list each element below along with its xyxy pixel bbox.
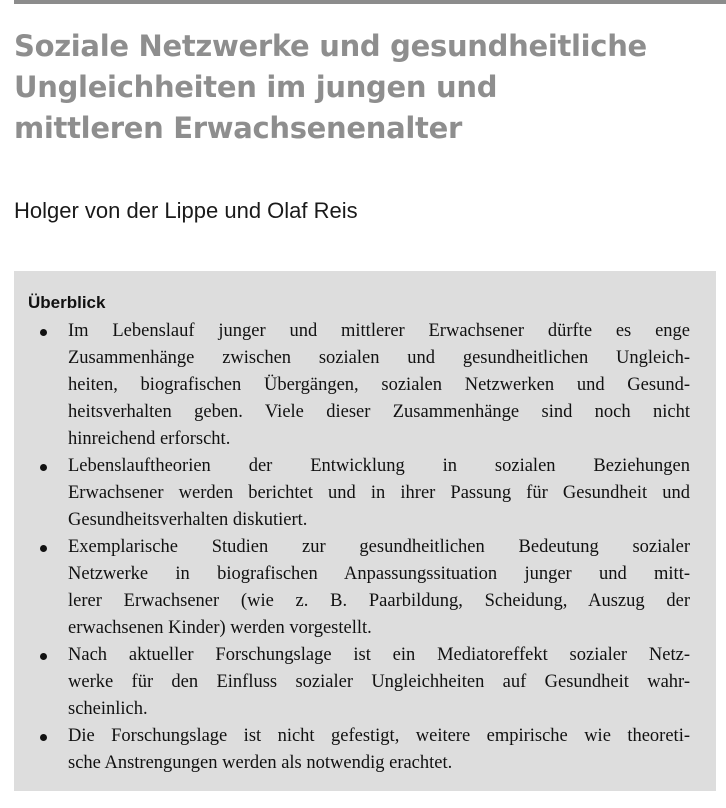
bullet-text-line: heiten, biografischen Übergängen, sozialen Netzwerken und Gesund- [68, 375, 690, 395]
chapter-authors: Holger von der Lippe und Olaf Reis [14, 198, 358, 223]
bullet-text-line: Im Lebenslauf junger und mittlerer Erwachsener dürfte es enge [68, 321, 690, 341]
overview-bullet-item [28, 642, 690, 723]
bullet-icon [40, 329, 47, 336]
overview-bullet-list [28, 318, 690, 777]
chapter-title-line: Ungleichheiten im jungen und [14, 70, 498, 104]
bullet-text-line: werke für den Einfluss sozialer Ungleichheiten auf Gesundheit wahr- [68, 672, 690, 692]
overview-bullet-item [28, 318, 690, 453]
chapter-title-line: mittleren Erwachsenenalter [14, 111, 462, 145]
bullet-text-line: Erwachsener werden berichtet und in ihrer Passung für Gesundheit und [68, 483, 690, 503]
chapter-title [14, 26, 714, 149]
bullet-text-line: Netzwerke in biografischen Anpassungssituation junger und mitt- [68, 564, 690, 584]
overview-bullet-item [28, 453, 690, 534]
bullet-text-line: Lebenslauftheorien der Entwicklung in sozialen Beziehungen [68, 456, 690, 476]
bullet-text-line: erwachsenen Kinder) werden vorgestellt. [68, 618, 372, 638]
bullet-text-line: Die Forschungslage ist nicht gefestigt, weitere empirische wie theoreti- [68, 726, 690, 746]
bullet-icon [40, 464, 47, 471]
overview-bullet-item [28, 723, 690, 777]
bullet-text-line: Zusammenhänge zwischen sozialen und gesundheitlichen Ungleich- [68, 348, 690, 368]
top-rule [14, 0, 726, 4]
bullet-icon [40, 734, 47, 741]
bullet-icon [40, 653, 47, 660]
overview-heading: Überblick [28, 293, 106, 312]
bullet-text-line: lerer Erwachsener (wie z. B. Paarbildung, Scheidung, Auszug der [68, 591, 690, 611]
bullet-text-line: heitsverhalten geben. Viele dieser Zusammenhänge sind noch nicht [68, 402, 690, 422]
bullet-text-line: sche Anstrengungen werden als notwendig erachtet. [68, 753, 453, 773]
bullet-text-line: hinreichend erforscht. [68, 429, 231, 449]
chapter-title-line: Soziale Netzwerke und gesundheitliche [14, 29, 647, 63]
overview-bullet-item [28, 534, 690, 642]
bullet-text-line: scheinlich. [68, 699, 148, 719]
bullet-text-line: Gesundheitsverhalten diskutiert. [68, 510, 308, 530]
bullet-icon [40, 545, 47, 552]
bullet-text-line: Exemplarische Studien zur gesundheitlichen Bedeutung sozialer [68, 537, 690, 557]
bullet-text-line: Nach aktueller Forschungslage ist ein Mediatoreffekt sozialer Netz- [68, 645, 690, 665]
